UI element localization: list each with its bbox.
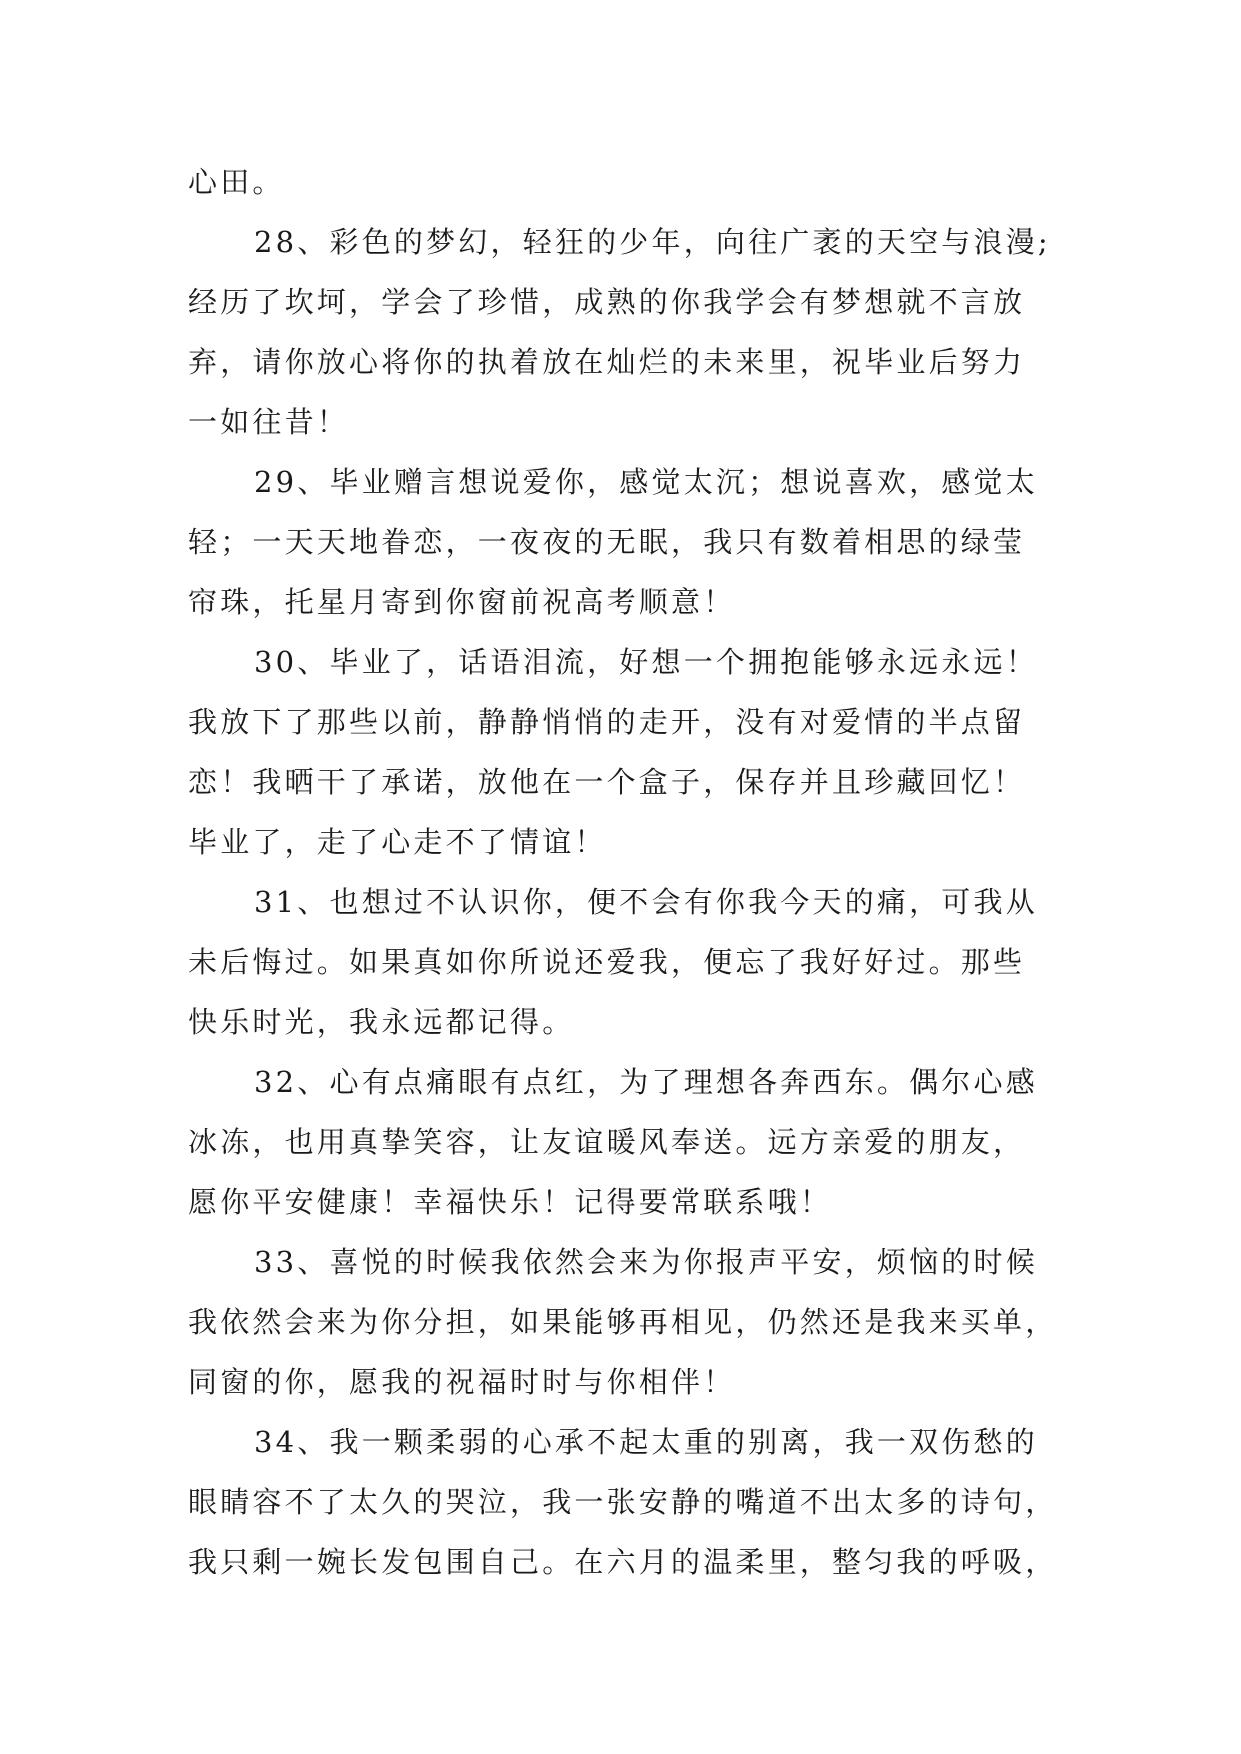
text-line: 心田。: [188, 165, 285, 199]
paragraph-31-first-line: 31、也想过不认识你，便不会有你我今天的痛，可我从: [254, 885, 1038, 919]
text-line: 轻；一天天地眷恋，一夜夜的无眠，我只有数着相思的绿莹: [188, 525, 1026, 559]
text-line: 同窗的你，愿我的祝福时时与你相伴！: [188, 1365, 736, 1399]
text-line: 经历了坎坷，学会了珍惜，成熟的你我学会有梦想就不言放: [188, 285, 1026, 319]
paragraph-33-first-line: 33、喜悦的时候我依然会来为你报声平安，烦恼的时候: [254, 1245, 1038, 1279]
text-line: 未后悔过。如果真如你所说还爱我，便忘了我好好过。那些: [188, 945, 1026, 979]
paragraph-28-first-line: 28、彩色的梦幻，轻狂的少年，向往广袤的天空与浪漫;: [254, 225, 1051, 259]
text-line: 愿你平安健康！幸福快乐！记得要常联系哦！: [188, 1185, 833, 1219]
text-line: 冰冻，也用真挚笑容，让友谊暖风奉送。远方亲爱的朋友，: [188, 1125, 1026, 1159]
text-line: 帘珠，托星月寄到你窗前祝高考顺意！: [188, 585, 736, 619]
text-line: 毕业了，走了心走不了情谊！: [188, 825, 607, 859]
paragraph-29-first-line: 29、毕业赠言想说爱你，感觉太沉；想说喜欢，感觉太: [254, 465, 1038, 499]
text-line: 一如往昔！: [188, 405, 350, 439]
paragraph-30-first-line: 30、毕业了，话语泪流，好想一个拥抱能够永远永远！: [254, 645, 1038, 679]
text-line: 我只剩一婉长发包围自己。在六月的温柔里，整匀我的呼吸，: [188, 1545, 1058, 1579]
text-line: 弃，请你放心将你的执着放在灿烂的未来里，祝毕业后努力: [188, 345, 1026, 379]
text-line: 快乐时光，我永远都记得。: [188, 1005, 575, 1039]
text-line: 我放下了那些以前，静静悄悄的走开，没有对爱情的半点留: [188, 705, 1026, 739]
text-line: 恋！我晒干了承诺，放他在一个盒子，保存并且珍藏回忆！: [188, 765, 1026, 799]
paragraph-32-first-line: 32、心有点痛眼有点红，为了理想各奔西东。偶尔心感: [254, 1065, 1038, 1099]
paragraph-34-first-line: 34、我一颗柔弱的心承不起太重的别离，我一双伤愁的: [254, 1425, 1038, 1459]
text-line: 眼睛容不了太久的哭泣，我一张安静的嘴道不出太多的诗句，: [188, 1485, 1058, 1519]
text-line: 我依然会来为你分担，如果能够再相见，仍然还是我来买单，: [188, 1305, 1058, 1339]
